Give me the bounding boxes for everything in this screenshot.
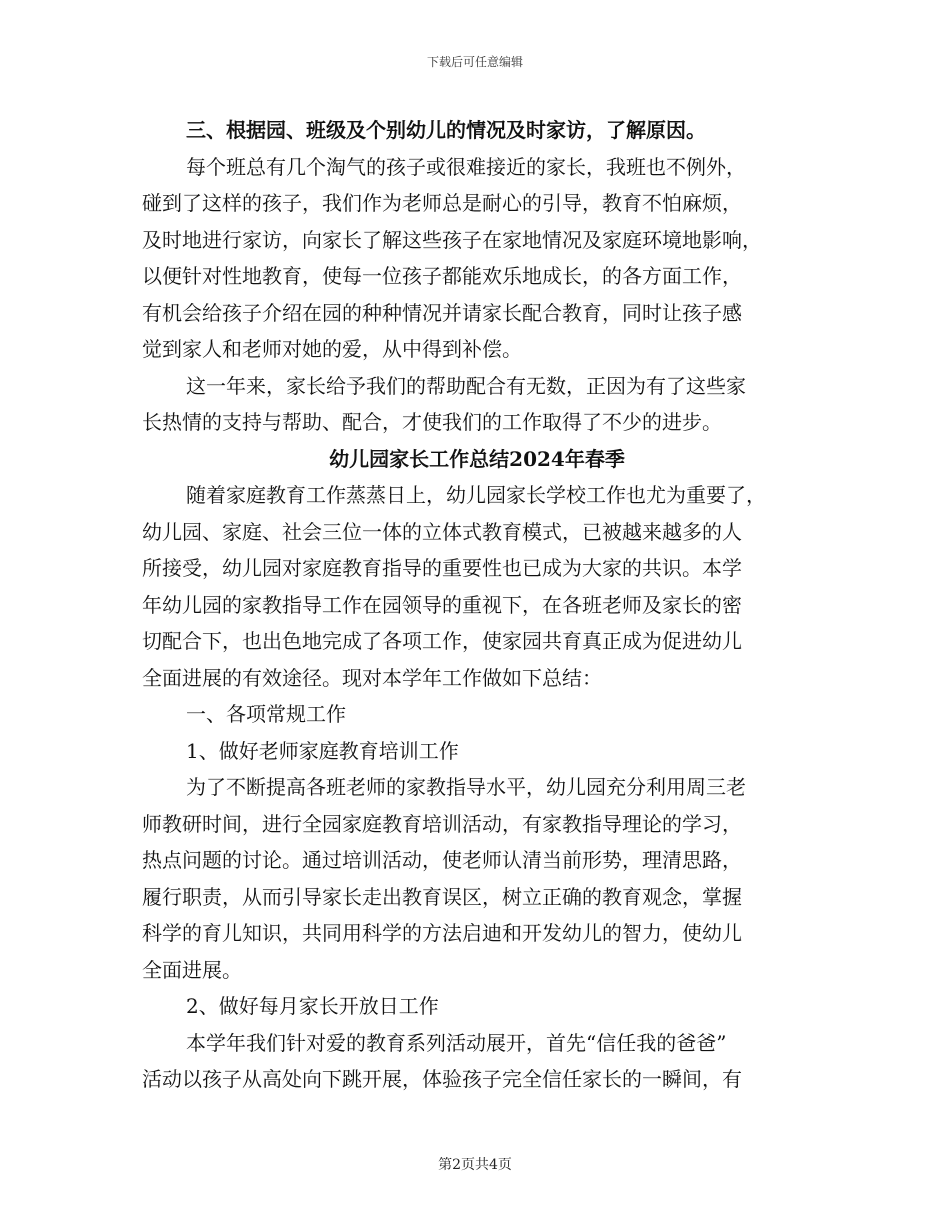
- subheading: 2、做好每月家长开放日工作: [186, 994, 439, 1018]
- paragraph-line: 以便针对性地教育，使每一位孩子都能欢乐地成长，的各方面工作，: [142, 264, 742, 288]
- paragraph-line: 所接受，幼儿园对家庭教育指导的重要性也已成为大家的共识。本学: [142, 556, 742, 580]
- subheading: 一、各项常规工作: [186, 702, 346, 726]
- paragraph-line: 长热情的支持与帮助、配合，才使我们的工作取得了不少的进步。: [142, 410, 722, 434]
- paragraph-line: 觉到家人和老师对她的爱，从中得到补偿。: [142, 337, 522, 361]
- subheading: 1、做好老师家庭教育培训工作: [186, 738, 459, 763]
- paragraph-line: 全面进展的有效途径。现对本学年工作做如下总结：: [142, 665, 602, 690]
- paragraph-line: 全面进展。: [142, 957, 242, 982]
- paragraph-line: 本学年我们针对爱的教育系列活动展开，首先“信任我的爸爸”: [186, 1030, 727, 1055]
- paragraph-line: 为了不断提高各班老师的家教指导水平，幼儿园充分利用周三老: [186, 775, 746, 799]
- paragraph-line: 科学的育儿知识，共同用科学的方法启迪和开发幼儿的智力，使幼儿: [142, 921, 742, 945]
- paragraph-line: 幼儿园、家庭、社会三位一体的立体式教育模式，已被越来越多的人: [142, 519, 742, 544]
- section-heading: 三、根据园、班级及个别幼儿的情况及时家访，了解原因。: [186, 118, 706, 142]
- paragraph-line: 及时地进行家访，向家长了解这些孩子在家地情况及家庭环境地影响，: [142, 227, 762, 252]
- paragraph-line: 年幼儿园的家教指导工作在园领导的重视下，在各班老师及家长的密: [142, 592, 742, 617]
- paragraph-line: 随着家庭教育工作蒸蒸日上，幼儿园家长学校工作也尤为重要了，: [186, 483, 766, 507]
- paragraph-line: 活动以孩子从高处向下跳开展，体验孩子完全信任家长的一瞬间，有: [142, 1067, 742, 1091]
- paragraph-line: 切配合下，也出色地完成了各项工作，使家园共育真正成为促进幼儿: [142, 629, 742, 653]
- page-number: 第2页共4页: [438, 1157, 512, 1173]
- paragraph-line: 有机会给孩子介绍在园的种种情况并请家长配合教育，同时让孩子感: [142, 300, 742, 325]
- paragraph-line: 碰到了这样的孩子，我们作为老师总是耐心的引导，教育不怕麻烦，: [142, 191, 742, 215]
- document-body: [142, 112, 812, 1098]
- document-title: 幼儿园家长工作总结2024年春季: [329, 446, 625, 471]
- paragraph-line: 师教研时间，进行全园家庭教育培训活动，有家教指导理论的学习，: [142, 811, 742, 836]
- paragraph-line: 热点问题的讨论。通过培训活动，使老师认清当前形势，理清思路，: [142, 848, 742, 872]
- paragraph-line: 履行职责，从而引导家长走出教育误区，树立正确的教育观念，掌握: [142, 884, 742, 909]
- page-header-note: 下载后可任意编辑: [426, 55, 523, 69]
- paragraph-line: 每个班总有几个淘气的孩子或很难接近的家长，我班也不例外，: [186, 154, 746, 179]
- paragraph-line: 这一年来，家长给予我们的帮助配合有无数，正因为有了这些家: [186, 373, 746, 398]
